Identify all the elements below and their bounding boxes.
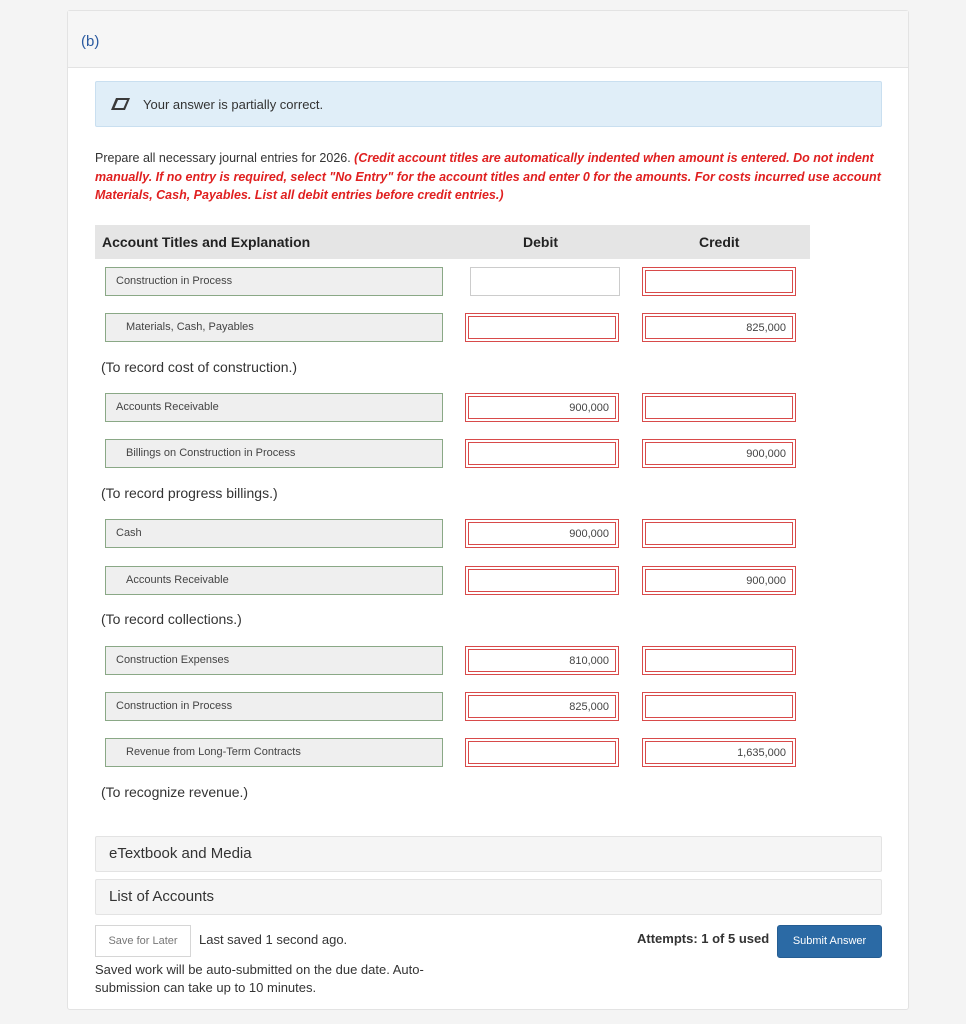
debit-input[interactable] <box>465 692 619 721</box>
account-select[interactable]: Accounts Receivable <box>105 566 443 595</box>
account-select[interactable]: Billings on Construction in Process <box>105 439 443 468</box>
entry-note: (To record progress billings.) <box>101 485 278 501</box>
table-header <box>95 225 810 259</box>
part-header <box>68 11 908 68</box>
instructions <box>95 149 885 205</box>
debit-value: 900,000 <box>468 522 616 545</box>
account-select[interactable]: Cash <box>105 519 443 548</box>
debit-input[interactable] <box>470 267 620 296</box>
debit-input[interactable] <box>465 566 619 595</box>
debit-value <box>468 316 616 339</box>
credit-value: 1,635,000 <box>645 741 793 764</box>
credit-value <box>645 649 793 672</box>
debit-input[interactable] <box>465 313 619 342</box>
credit-input[interactable] <box>642 313 796 342</box>
debit-value: 900,000 <box>468 396 616 419</box>
credit-input[interactable] <box>642 519 796 548</box>
debit-value <box>468 741 616 764</box>
entry-note: (To recognize revenue.) <box>101 784 249 800</box>
credit-input[interactable] <box>642 439 796 468</box>
entry-note: (To record collections.) <box>101 611 242 627</box>
account-select[interactable]: Revenue from Long-Term Contracts <box>105 738 443 767</box>
feedback-banner <box>95 81 882 127</box>
credit-input[interactable] <box>642 393 796 422</box>
attempts-counter: Attempts: 1 of 5 used <box>637 931 770 946</box>
account-select[interactable]: Materials, Cash, Payables <box>105 313 443 342</box>
credit-input[interactable] <box>642 646 796 675</box>
autosubmit-note: Saved work will be auto-submitted on the due date. Auto-submission can take up to 10 minutes. <box>95 962 424 995</box>
credit-input[interactable] <box>642 692 796 721</box>
debit-input[interactable] <box>465 519 619 548</box>
credit-value: 900,000 <box>645 569 793 592</box>
instructions-prefix: Prepare all necessary journal entries for 2026. <box>95 151 355 165</box>
credit-value <box>645 396 793 419</box>
last-saved-text: Last saved 1 second ago. <box>199 932 348 947</box>
entry-note: (To record cost of construction.) <box>101 359 298 375</box>
submit-answer-button[interactable]: Submit Answer <box>777 925 882 958</box>
debit-value <box>468 442 616 465</box>
debit-value <box>468 569 616 592</box>
part-label: (b) <box>81 33 100 50</box>
debit-input[interactable] <box>465 646 619 675</box>
account-select[interactable]: Construction in Process <box>105 267 443 296</box>
debit-value: 825,000 <box>468 695 616 718</box>
etextbook-link[interactable]: eTextbook and Media <box>95 836 882 872</box>
eraser-icon <box>110 96 132 112</box>
debit-value: 810,000 <box>468 649 616 672</box>
debit-input[interactable] <box>465 439 619 468</box>
account-select[interactable]: Construction in Process <box>105 692 443 721</box>
debit-value <box>473 270 617 293</box>
account-select[interactable]: Construction Expenses <box>105 646 443 675</box>
list-of-accounts-link[interactable]: List of Accounts <box>95 879 882 915</box>
credit-value <box>645 522 793 545</box>
feedback-message: Your answer is partially correct. <box>143 97 324 112</box>
debit-input[interactable] <box>465 738 619 767</box>
header-credit: Credit <box>699 234 740 250</box>
credit-input[interactable] <box>642 267 796 296</box>
credit-value: 900,000 <box>645 442 793 465</box>
credit-value <box>645 270 793 293</box>
credit-input[interactable] <box>642 566 796 595</box>
debit-input[interactable] <box>465 393 619 422</box>
credit-input[interactable] <box>642 738 796 767</box>
credit-value <box>645 695 793 718</box>
instructions-emphasis: (Credit account titles are automatically indented when amount is entered. Do not indent manually. If no entry is required, select "No Entry" for the account titles and enter 0 for the amounts. For costs incurred use account Materials, Cash, Payables. List all debit entries before credit entries.) <box>95 151 881 202</box>
header-account: Account Titles and Explanation <box>102 234 311 250</box>
save-for-later-button[interactable]: Save for Later <box>95 925 191 957</box>
credit-value: 825,000 <box>645 316 793 339</box>
question-panel <box>67 10 909 1010</box>
account-select[interactable]: Accounts Receivable <box>105 393 443 422</box>
header-debit: Debit <box>523 234 558 250</box>
